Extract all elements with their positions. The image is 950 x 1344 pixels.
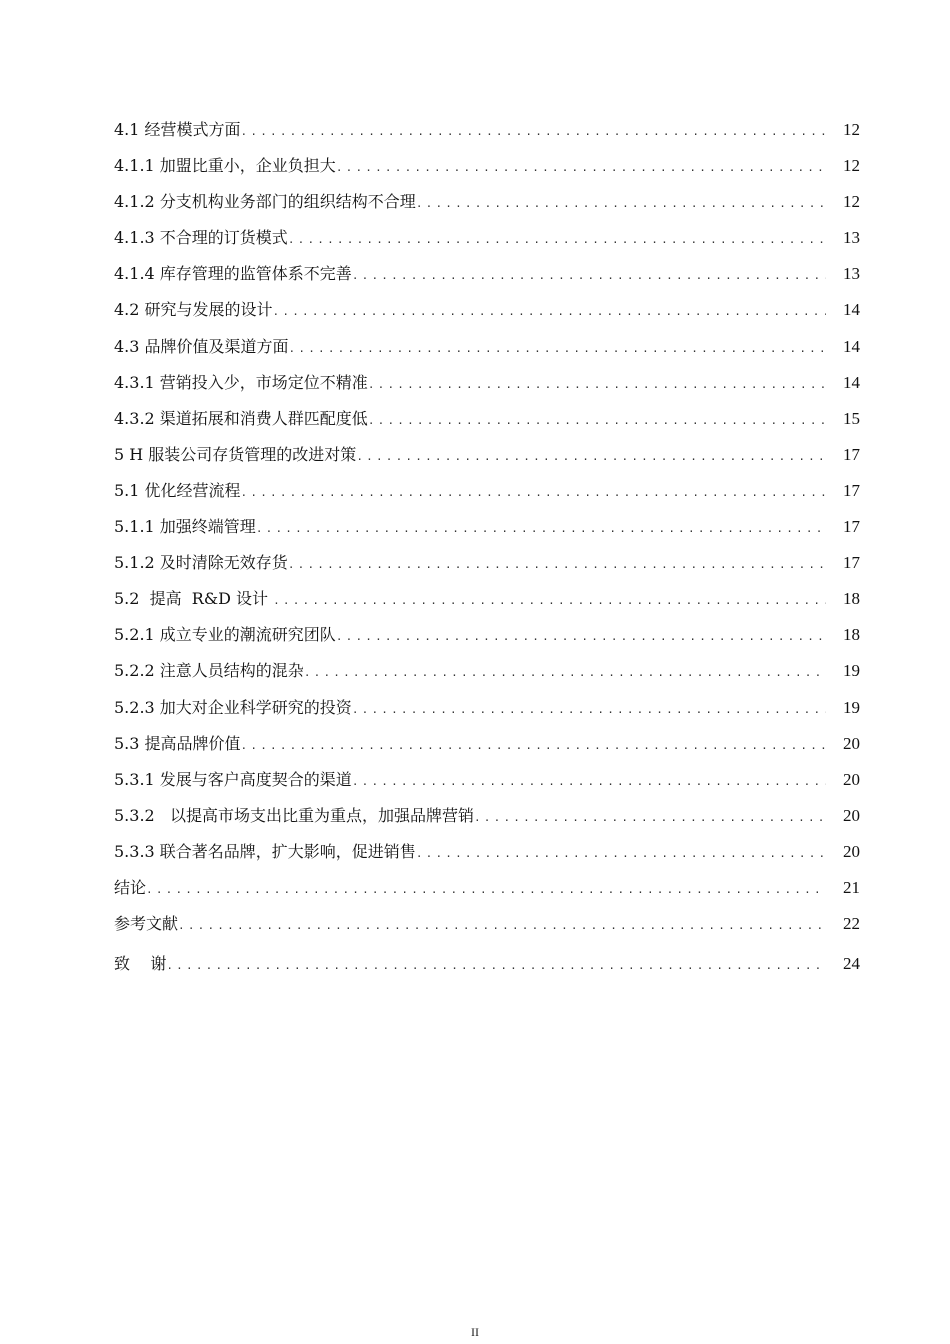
toc-entry <box>114 657 860 693</box>
dot-leader <box>336 154 826 182</box>
toc-entry-title: 4.1.3 不合理的订货模式 <box>114 228 288 248</box>
toc-entry <box>114 116 860 152</box>
toc-entry-title: 5.3 提高品牌价值 <box>114 733 241 753</box>
toc-entry-page: 12 <box>843 156 860 176</box>
toc-entry-page: 20 <box>843 805 860 825</box>
toc-entry-title: 5 H 服装公司存货管理的改进对策 <box>114 444 357 464</box>
toc-entry-title: 5.1.1 加强终端管理 <box>114 517 256 537</box>
toc-entry-page: 22 <box>843 914 860 934</box>
toc-entry <box>114 513 860 549</box>
dot-leader <box>356 443 826 471</box>
dot-leader <box>352 768 826 796</box>
toc-entry-page: 17 <box>843 444 860 464</box>
dot-leader <box>166 952 826 980</box>
page-number: II <box>471 1325 479 1339</box>
toc-entry <box>114 441 860 477</box>
toc-entry <box>114 260 860 296</box>
toc-entry-page: 14 <box>843 372 860 392</box>
dot-leader <box>288 226 826 254</box>
toc-entry-title: 致 谢 <box>114 954 167 974</box>
toc-entry-page: 17 <box>843 517 860 537</box>
dot-leader <box>146 876 826 904</box>
toc-entry <box>114 910 860 946</box>
toc-entry-page: 20 <box>843 733 860 753</box>
toc-entry <box>114 621 860 657</box>
toc-entry-page: 19 <box>843 697 860 717</box>
toc-entry-page: 17 <box>843 553 860 573</box>
toc-entry-title: 5.1 优化经营流程 <box>114 480 241 500</box>
toc-entry-title: 4.3 品牌价值及渠道方面 <box>114 336 289 356</box>
dot-leader <box>178 912 826 940</box>
toc-entry-title: 参考文献 <box>114 914 179 934</box>
dot-leader <box>289 335 826 363</box>
toc-entry-page: 18 <box>843 589 860 609</box>
toc-entry-title: 5.3.2 以提高市场支出比重为重点，加强品牌营销 <box>114 805 474 825</box>
toc-entry <box>114 369 860 405</box>
toc-entry-title: 4.1.4 库存管理的监管体系不完善 <box>114 264 352 284</box>
toc-entry-title: 4.1.2 分支机构业务部门的组织结构不合理 <box>114 192 416 212</box>
toc-entry <box>114 405 860 441</box>
toc-entry-page: 13 <box>843 264 860 284</box>
dot-leader <box>416 190 826 218</box>
dot-leader <box>273 298 826 326</box>
table-of-contents <box>114 116 860 986</box>
toc-entry-title: 5.2.3 加大对企业科学研究的投资 <box>114 697 352 717</box>
toc-entry <box>114 224 860 260</box>
dot-leader <box>336 623 826 651</box>
toc-entry <box>114 802 860 838</box>
toc-entry-title: 5.1.2 及时清除无效存货 <box>114 553 288 573</box>
dot-leader <box>416 840 826 868</box>
toc-entry-title: 5.2.2 注意人员结构的混杂 <box>114 661 304 681</box>
dot-leader <box>368 407 826 435</box>
toc-entry <box>114 477 860 513</box>
dot-leader <box>304 659 826 687</box>
toc-entry-page: 14 <box>843 336 860 356</box>
dot-leader <box>256 515 826 543</box>
toc-entry <box>114 874 860 910</box>
toc-entry <box>114 296 860 332</box>
dot-leader <box>273 587 826 615</box>
dot-leader <box>368 371 826 399</box>
toc-entry-page: 20 <box>843 769 860 789</box>
toc-entry-title: 4.2 研究与发展的设计 <box>114 300 273 320</box>
dot-leader <box>474 804 826 832</box>
toc-entry-title: 5.2.1 成立专业的潮流研究团队 <box>114 625 336 645</box>
toc-entry-page: 12 <box>843 120 860 139</box>
dot-leader <box>352 696 826 724</box>
toc-entry <box>114 585 860 621</box>
toc-entry-title: 4.3.2 渠道拓展和消费人群匹配度低 <box>114 408 368 428</box>
toc-entry-page: 20 <box>843 841 860 861</box>
dot-leader <box>241 118 826 146</box>
toc-entry <box>114 766 860 802</box>
toc-entry-title: 5.2 提高 R&D 设计 <box>114 589 274 609</box>
toc-entry-title: 5.3.1 发展与客户高度契合的渠道 <box>114 769 352 789</box>
toc-entry-page: 13 <box>843 228 860 248</box>
toc-entry <box>114 333 860 369</box>
toc-entry-page: 18 <box>843 625 860 645</box>
toc-entry-page: 15 <box>843 408 860 428</box>
toc-entry-title: 4.1 经营模式方面 <box>114 120 241 139</box>
toc-entry-page: 17 <box>843 480 860 500</box>
toc-entry-page: 24 <box>843 954 860 974</box>
toc-entry-title: 5.3.3 联合著名品牌，扩大影响，促进销售 <box>114 841 416 861</box>
toc-entry-title: 4.1.1 加盟比重小，企业负担大 <box>114 156 336 176</box>
toc-entry <box>114 549 860 585</box>
toc-entry-page: 12 <box>843 192 860 212</box>
toc-entry <box>114 838 860 874</box>
toc-entry <box>114 694 860 730</box>
toc-entry-title: 4.3.1 营销投入少，市场定位不精准 <box>114 372 368 392</box>
dot-leader <box>352 262 826 290</box>
toc-entry-page: 14 <box>843 300 860 320</box>
toc-entry-title: 结论 <box>114 877 147 897</box>
dot-leader <box>241 732 826 760</box>
toc-entry <box>114 950 860 986</box>
toc-entry <box>114 152 860 188</box>
toc-entry-page: 21 <box>843 877 860 897</box>
toc-entry-page: 19 <box>843 661 860 681</box>
toc-entry <box>114 188 860 224</box>
dot-leader <box>241 479 826 507</box>
dot-leader <box>288 551 826 579</box>
toc-entry <box>114 730 860 766</box>
